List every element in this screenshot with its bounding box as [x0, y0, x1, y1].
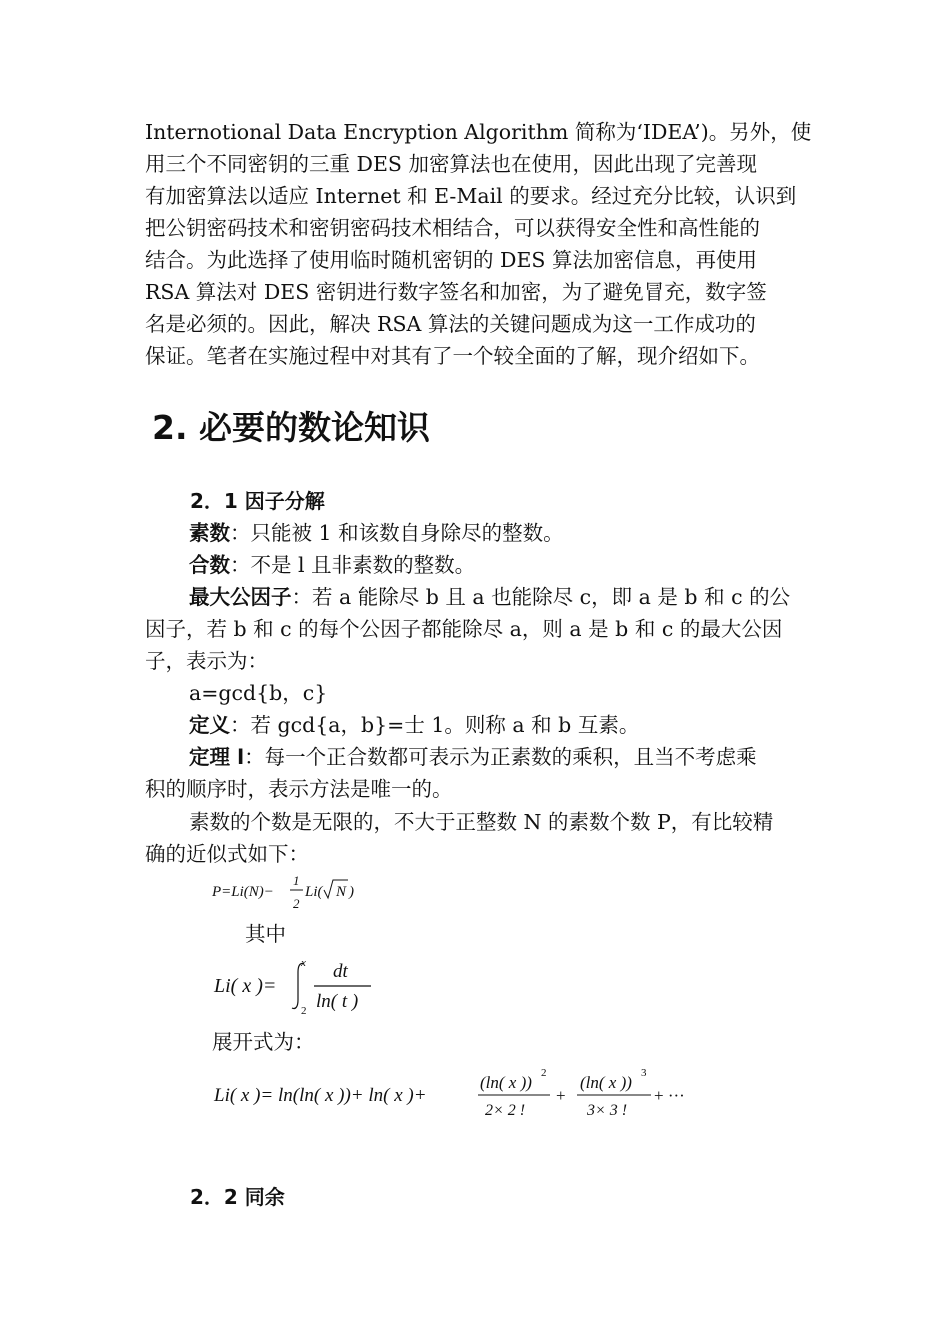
- fraction-denominator: 2: [293, 896, 300, 911]
- formula-li: Li(: [305, 884, 323, 900]
- gcd-definition-line-2: 因子，若 b 和 c 的每个公因子都能除尽 a，则 a 是 b 和 c 的最大公因: [145, 617, 783, 641]
- plus-sign: +: [556, 1086, 566, 1105]
- fraction2-exponent: 3: [641, 1067, 647, 1079]
- prime-count-line-2: 确的近似式如下：: [145, 842, 309, 866]
- intro-line: 结合。为此选择了使用临时随机密钥的 DES 算法加密信息，再使用: [145, 248, 757, 272]
- definition-text: ：若 a 能除尽 b 且 a 也能除尽 c，即 a 是 b 和 c 的公: [291, 585, 791, 609]
- fraction1-denominator: 2× 2 !: [485, 1102, 526, 1119]
- definition-text: ：不是 l 且非素数的整数。: [230, 553, 476, 577]
- subsection-heading-congruence: 2．2 同余: [190, 1185, 285, 1209]
- where-label: 其中: [245, 922, 286, 946]
- intro-line: 名是必须的。因此，解决 RSA 算法的关键问题成为这一工作成功的: [145, 312, 756, 336]
- intro-line: 用三个不同密钥的三重 DES 加密算法也在使用，因此出现了完善现: [145, 152, 757, 176]
- sqrt-argument: N: [336, 884, 347, 900]
- gcd-formula-text: a=gcd{b，c}: [189, 681, 328, 705]
- section-heading: 2. 必要的数论知识: [152, 408, 430, 447]
- term-label: 最大公因子: [189, 585, 292, 609]
- term-label: 素数: [189, 521, 230, 545]
- integrand-denominator: ln( t ): [316, 991, 359, 1012]
- term-label: 合数: [189, 553, 230, 577]
- integral-upper-limit: x: [301, 957, 306, 969]
- fraction1-exponent: 2: [541, 1067, 547, 1079]
- term-label: 定义: [189, 713, 230, 737]
- integral-lower-limit: 2: [301, 1005, 307, 1017]
- integrand-numerator: dt: [333, 961, 348, 982]
- gcd-definition-line-3: 子，表示为：: [145, 649, 268, 673]
- definition-text: ：只能被 1 和该数自身除尽的整数。: [230, 521, 564, 545]
- term-label: 定理 l: [189, 745, 245, 769]
- fraction2-denominator: 3× 3 !: [587, 1102, 628, 1119]
- fraction-numerator: 1: [293, 873, 300, 888]
- formula-lhs: Li( x )=: [214, 975, 277, 997]
- theorem-text: ：每一个正合数都可表示为正素数的乘积，且当不考虑乘: [244, 745, 757, 769]
- expansion-lhs: Li( x )= ln(ln( x ))+ ln( x )+: [214, 1085, 427, 1106]
- formula-close: ): [349, 884, 354, 900]
- definition-text: ：若 gcd{a，b}=士 1。则称 a 和 b 互素。: [230, 713, 640, 737]
- fraction2-numerator: (ln( x )): [580, 1073, 632, 1092]
- expansion-label: 展开式为：: [212, 1030, 315, 1054]
- intro-line: 有加密算法以适应 Internet 和 E-Mail 的要求。经过充分比较，认识到: [145, 184, 797, 208]
- theorem-line-2: 积的顺序时，表示方法是唯一的。: [145, 777, 453, 801]
- intro-line: 把公钥密码技术和密钥密码技术相结合，可以获得安全性和高性能的: [145, 216, 760, 240]
- intro-line: Internotional Data Encryption Algorithm 简称为‘IDEA’)。另外，使: [145, 120, 812, 144]
- intro-line: 保证。笔者在实施过程中对其有了一个较全面的了解，现介绍如下。: [145, 344, 760, 368]
- fraction1-numerator: (ln( x )): [480, 1073, 532, 1092]
- prime-count-text: 素数的个数是无限的，不大于正整数 N 的素数个数 P，有比较精: [189, 810, 774, 834]
- formula-lhs: P=Li(N)−: [212, 884, 274, 900]
- expansion-tail: + ···: [654, 1086, 685, 1105]
- formula-li-expansion: [213, 1067, 685, 1119]
- subsection-heading-factorization: 2．1 因子分解: [190, 489, 325, 513]
- intro-line: RSA 算法对 DES 密钥进行数字签名和加密，为了避免冒充，数字签: [145, 280, 767, 304]
